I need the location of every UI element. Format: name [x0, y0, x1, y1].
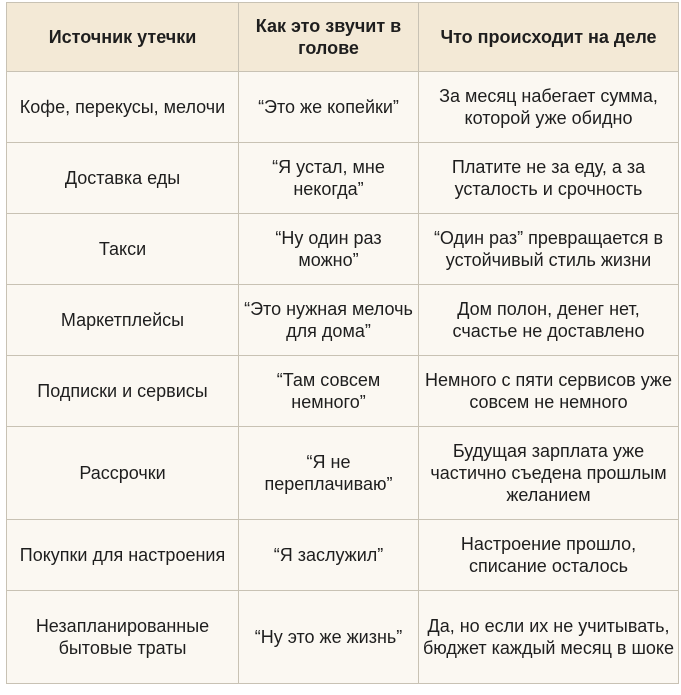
cell-reality: Немного с пяти сервисов уже совсем не немного: [419, 356, 679, 427]
cell-thought: “Я не переплачиваю”: [239, 427, 419, 520]
column-header-thought: Как это звучит в голове: [239, 3, 419, 72]
cell-source: Рассрочки: [7, 427, 239, 520]
table-row: [7, 520, 679, 591]
table-row: [7, 285, 679, 356]
cell-thought: “Ну один раз можно”: [239, 214, 419, 285]
cell-source: Маркетплейсы: [7, 285, 239, 356]
cell-source: Доставка еды: [7, 143, 239, 214]
cell-source: Незапланированные бытовые траты: [7, 591, 239, 684]
cell-thought: “Это же копейки”: [239, 72, 419, 143]
cell-reality: Настроение прошло, списание осталось: [419, 520, 679, 591]
table-row: [7, 356, 679, 427]
column-header-reality: Что происходит на деле: [419, 3, 679, 72]
cell-reality: За месяц набегает сумма, которой уже обидно: [419, 72, 679, 143]
cell-thought: “Это нужная мелочь для дома”: [239, 285, 419, 356]
table-row: [7, 72, 679, 143]
table-row: [7, 427, 679, 520]
cell-reality: Платите не за еду, а за усталость и срочность: [419, 143, 679, 214]
table-row: [7, 143, 679, 214]
table-header-row: [7, 3, 679, 72]
cell-reality: Будущая зарплата уже частично съедена прошлым желанием: [419, 427, 679, 520]
cell-reality: “Один раз” превращается в устойчивый стиль жизни: [419, 214, 679, 285]
cell-thought: “Там совсем немного”: [239, 356, 419, 427]
table-row: [7, 591, 679, 684]
cell-source: Кофе, перекусы, мелочи: [7, 72, 239, 143]
money-leaks-table: [6, 2, 679, 684]
column-header-source: Источник утечки: [7, 3, 239, 72]
cell-source: Такси: [7, 214, 239, 285]
cell-thought: “Ну это же жизнь”: [239, 591, 419, 684]
cell-thought: “Я устал, мне некогда”: [239, 143, 419, 214]
leaks-table-wrapper: [6, 2, 678, 684]
cell-source: Подписки и сервисы: [7, 356, 239, 427]
cell-reality: Дом полон, денег нет, счастье не доставлено: [419, 285, 679, 356]
cell-source: Покупки для настроения: [7, 520, 239, 591]
cell-thought: “Я заслужил”: [239, 520, 419, 591]
cell-reality: Да, но если их не учитывать, бюджет каждый месяц в шоке: [419, 591, 679, 684]
table-row: [7, 214, 679, 285]
